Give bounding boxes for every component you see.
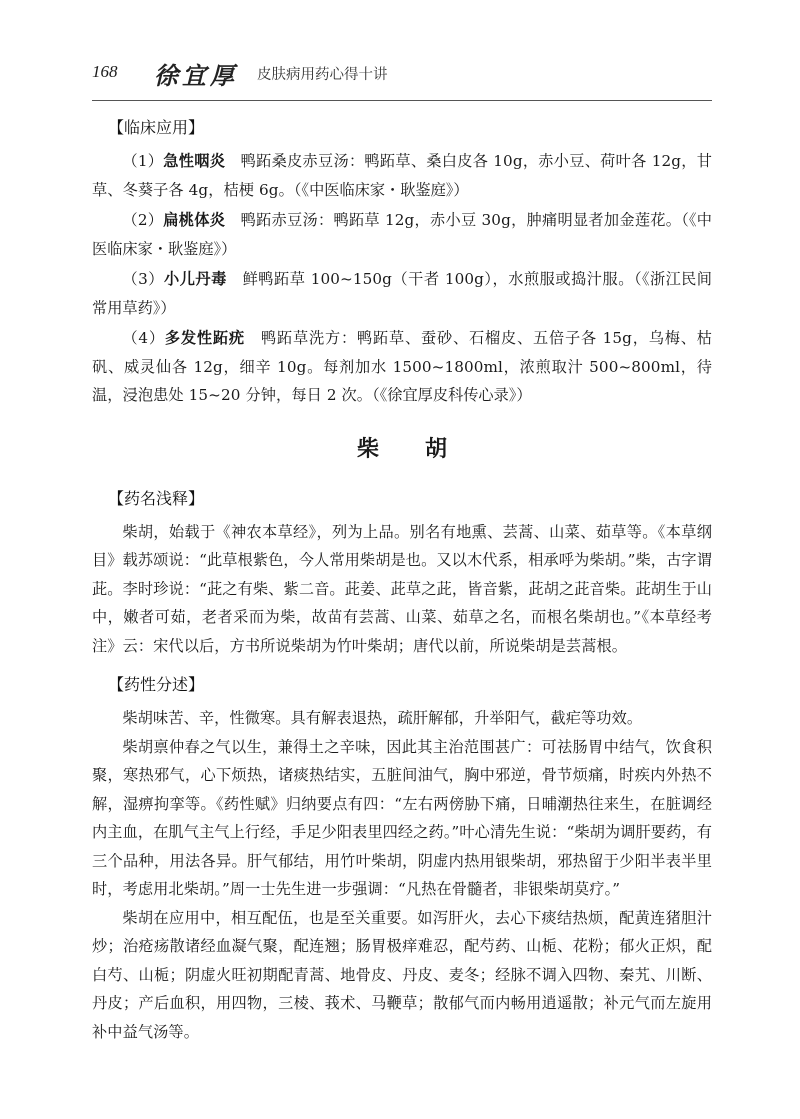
item-term: 扁桃体炎 <box>163 211 226 229</box>
name-section-heading: 【药名浅释】 <box>108 488 205 508</box>
body-paragraph: 柴胡，始载于《神农本草经》，列为上品。别名有地熏、芸蒿、山菜、茹草等。《本草纲目》载苏颂说：“此草根紫色，今人常用柴胡是也。又以木代系，相承呼为柴胡。”柴，古字谓茈。李时珍说：“茈之有柴、紫二音。茈姜、茈草之茈，皆音紫，茈胡之茈音柴。茈胡生于山中，嫩者可茹，老者采而为柴，故苗有芸蒿、山菜、茹草之名，而根名柴胡也。”《本草经考注》云：宋代以后，方书所说柴胡为竹叶柴胡；唐代以前，所说柴胡是芸蒿根。 <box>92 522 712 655</box>
item-term: 小儿丹毒 <box>164 270 227 288</box>
body-paragraph: 柴胡在应用中，相互配伍，也是至关重要。如泻肝火，去心下痰结热烦，配黄连猪胆汁炒；治疮疡散诸经血凝气聚，配连翘；肠胃极痒难忍，配芍药、山栀、花粉；郁火正炽，配白芍、山栀；阴虚火旺初期配青蒿、地骨皮、丹皮、麦冬；经脉不调入四物、秦艽、川断、丹皮；产后血积，用四物，三棱、莪术、马鞭草；散郁气而内畅用逍遥散；补元气而左旋用补中益气汤等。 <box>92 908 712 1041</box>
page-body <box>92 113 712 1046</box>
property-section-heading: 【药性分述】 <box>108 675 205 694</box>
item-source: （《中医临床家・耿鉴庭》） <box>293 180 469 199</box>
item-source: （《中医临床家・耿鉴庭》） <box>92 211 712 258</box>
item-text: 鸭跖草洗方：鸭跖草、蚕砂、石榴皮、五倍子各 15g，乌梅、枯矾、威灵仙各 12g，细辛 10g。每剂加水 1500~1800ml，浓煎取汁 500~800ml，待温，浸泡患处 15~20 分钟，每日 2 次。 <box>92 329 713 404</box>
clinical-heading: 【临床应用】 <box>108 118 205 137</box>
item-number: （3） <box>122 270 164 288</box>
item-text: 鸭跖赤豆汤：鸭跖草 12g，赤小豆 30g，肿痛明显者加金莲花。 <box>240 211 682 229</box>
body-paragraph: 柴胡味苦、辛，性微寒。具有解表退热，疏肝解郁，升举阳气，截疟等功效。 <box>122 709 643 727</box>
item-number: （4） <box>122 329 165 347</box>
clinical-item <box>92 265 712 322</box>
item-text: 鲜鸭跖草 100~150g（干者 100g），水煎服或捣汁服。 <box>242 270 634 288</box>
clinical-item <box>92 147 712 204</box>
item-number: （2） <box>122 211 164 229</box>
item-number: （1） <box>122 152 164 170</box>
item-term: 急性咽炎 <box>163 152 226 170</box>
running-header <box>92 56 712 96</box>
item-text: 鸭跖桑皮赤豆汤：鸭跖草、桑白皮各 10g，赤小豆、荷叶各 12g，甘草、冬葵子各 4g，桔梗 6g。 <box>92 152 712 199</box>
herb-title: 柴胡 <box>356 436 493 462</box>
header-book-title: 皮肤病用药心得十讲 <box>257 67 388 83</box>
item-source: （《徐宜厚皮科传心录》） <box>372 386 532 404</box>
item-term: 多发性跖疣 <box>164 329 245 347</box>
body-paragraph: 柴胡禀仲春之气以生，兼得土之辛味，因此其主治范围甚广：可祛肠胃中结气，饮食积聚，寒热邪气，心下烦热，诸痰热结实，五脏间油气，胸中邪逆，骨节烦痛，时疾内外热不解，湿痹拘挛等。《药性赋》归纳要点有四：“左右两傍胁下痛，日晡潮热往来生，在脏调经内主血，在肌气主气上行经，手足少阳表里四经之药。”叶心清先生说：“柴胡为调肝要药，有三个品种，用法各异。肝气郁结，用竹叶柴胡，阴虚内热用银柴胡，邪热留于少阳半表半里时，考虑用北柴胡。”周一士先生进一步强调：“凡热在骨髓者，非银柴胡莫疗。” <box>92 737 712 898</box>
clinical-item <box>92 324 712 410</box>
clinical-item <box>92 206 712 263</box>
item-source: （《浙江民间常用草药》） <box>92 270 712 317</box>
page-number: 168 <box>92 62 118 81</box>
header-divider <box>92 100 712 101</box>
header-author: 徐宜厚 <box>154 61 238 90</box>
